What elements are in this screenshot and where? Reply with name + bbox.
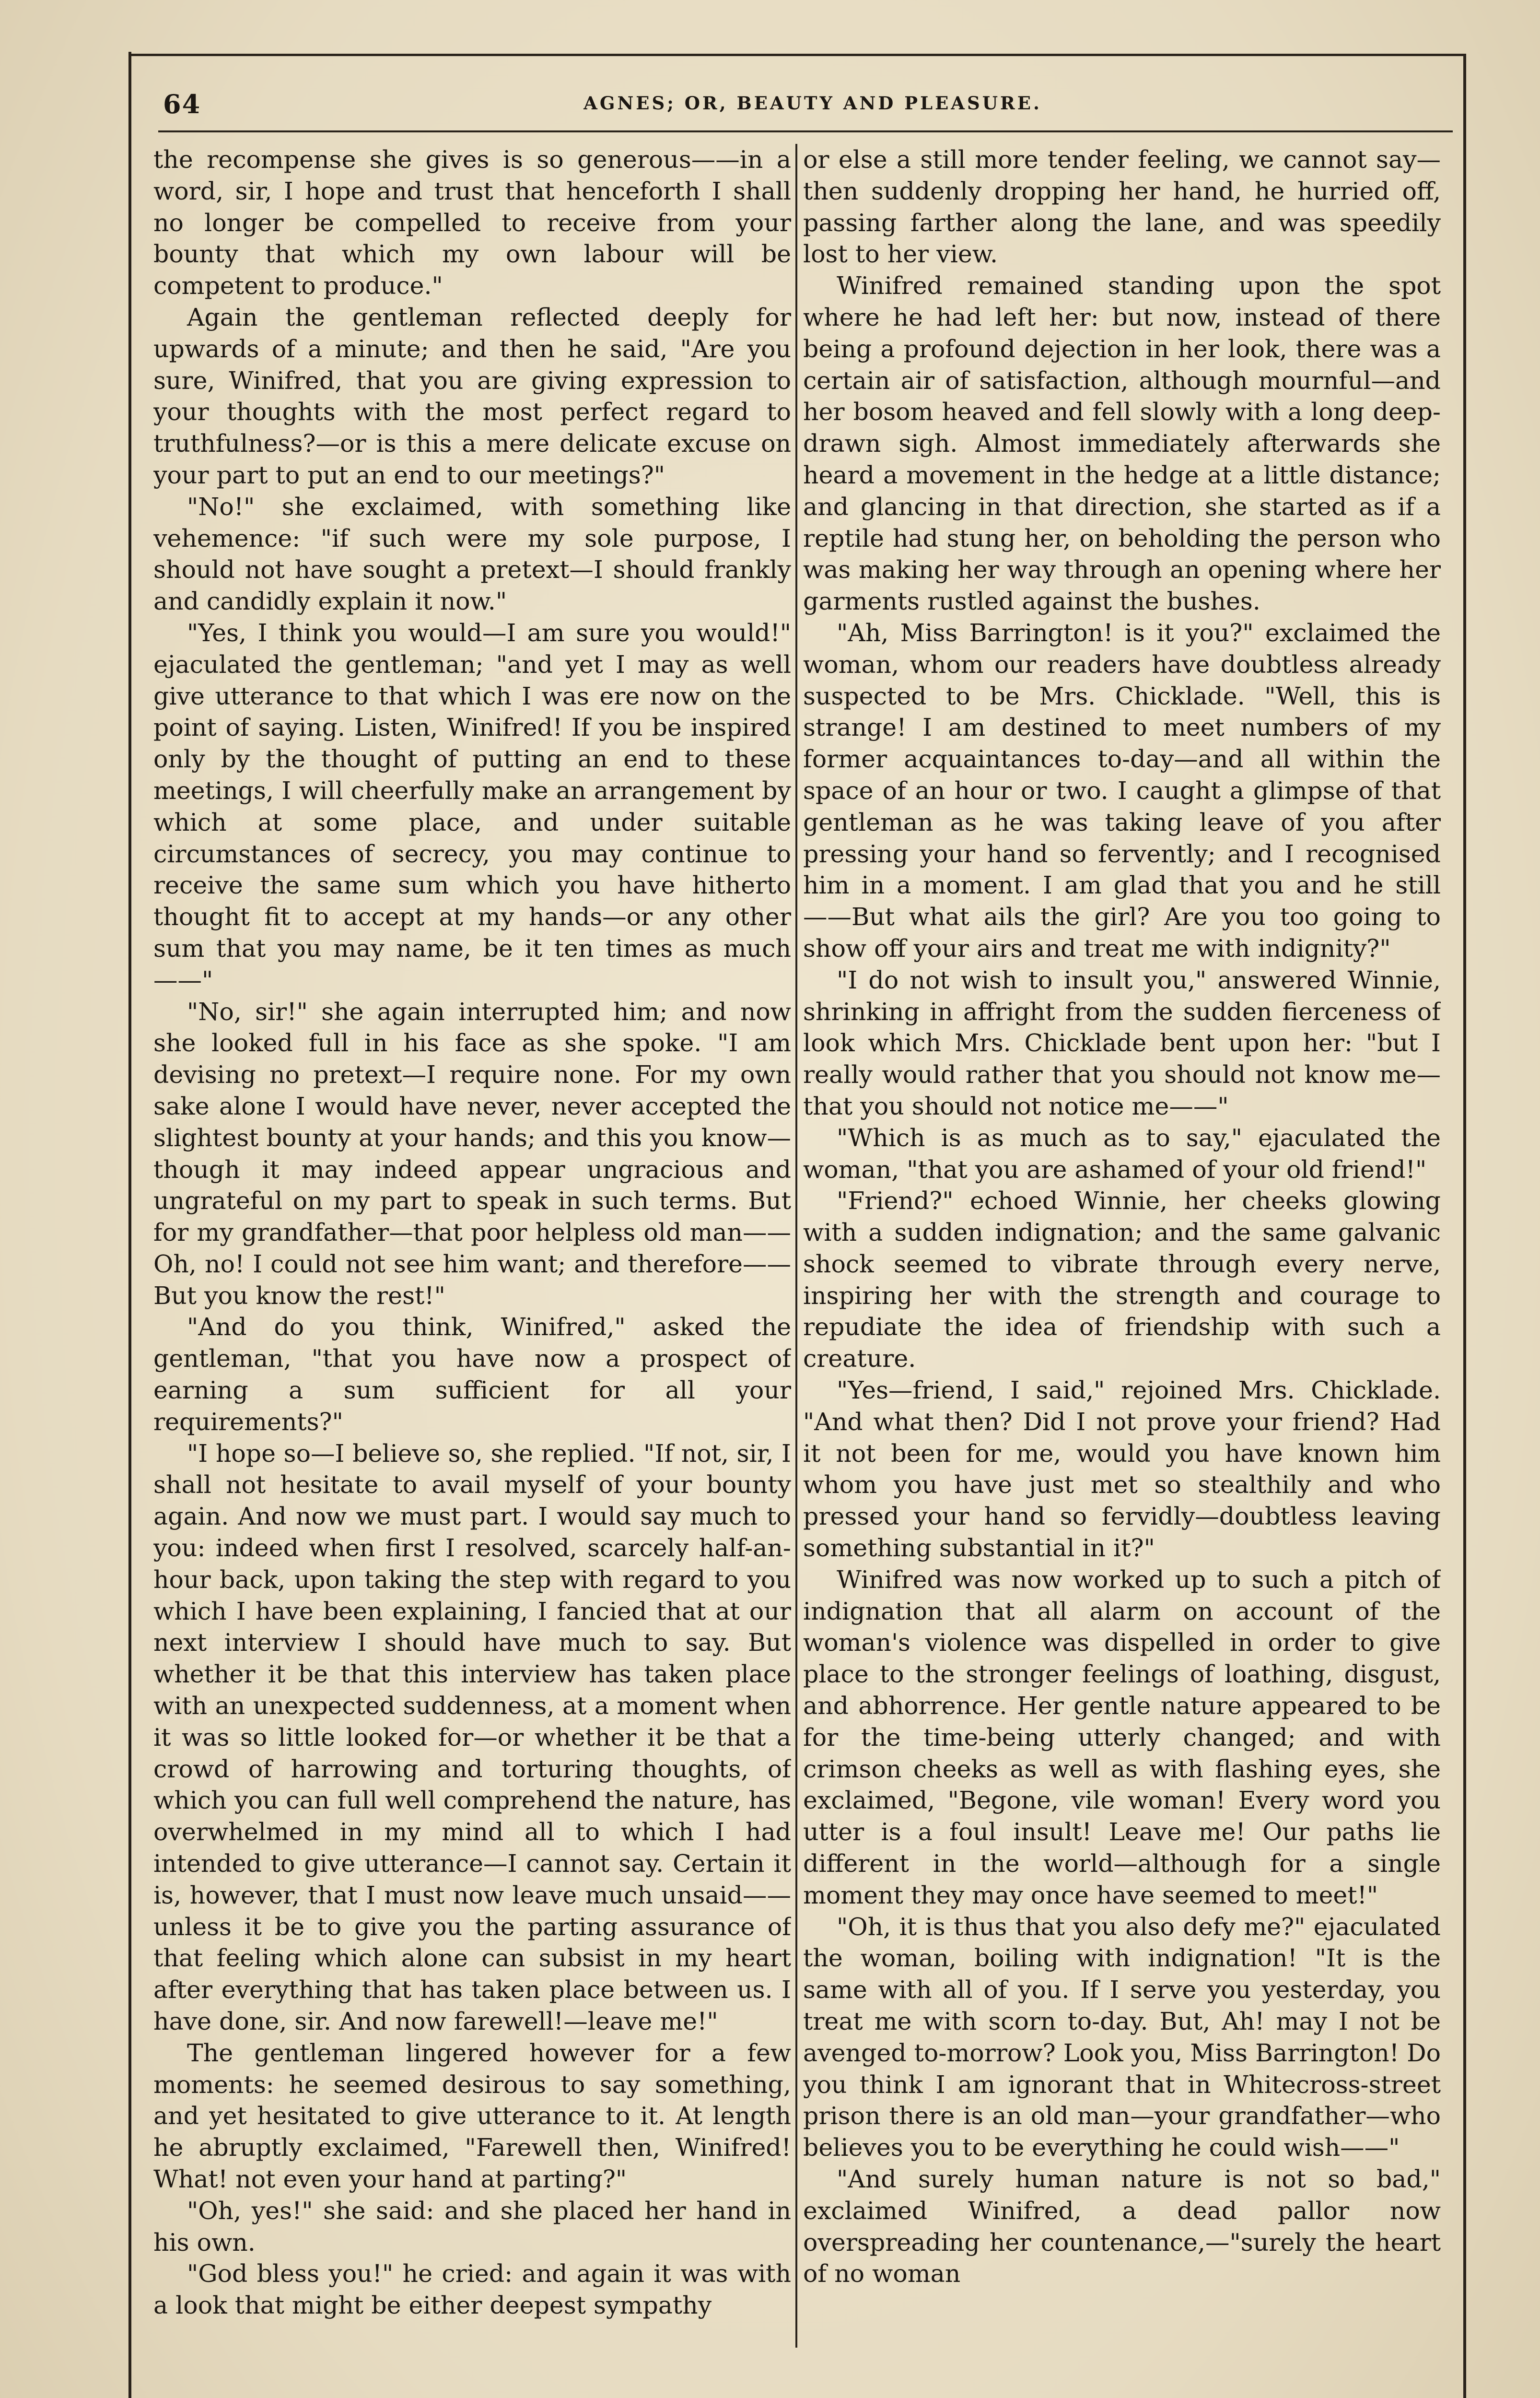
paragraph: The gentleman lingered however for a few moments: he seemed desirous to say something, and yet hesitated to give utterance to it. At length he abruptly exclaimed, "Farewell then, Winifred! What! not even your hand at parting?" [153,2038,791,2193]
paragraph: or else a still more tender feeling, we cannot say—then suddenly dropping her hand, he hurried off, passing farther along the lane, and was speedily lost to her view. [803,145,1441,269]
running-title: AGNES; OR, BEAUTY AND PLEASURE. [583,93,1042,114]
frame-top-rule [129,54,1465,56]
paragraph: "No!" she exclaimed, with something like vehemence: "if such were my sole purpose, I should not have sought a pretext—I should frankly and candidly explain it now." [153,492,791,616]
paragraph: "And surely human nature is not so bad," exclaimed Winifred, a dead pallor now overspreading her countenance,—"surely the heart of no woman [803,2165,1441,2288]
paragraph: "I do not wish to insult you," answered Winnie, shrinking in affright from the sudden fierceness of look which Mrs. Chicklade bent upon her: "but I really would rather that you should not know me—that you should not notice me——" [803,965,1441,1120]
paragraph: "Oh, yes!" she said: and she placed her hand in his own. [153,2196,791,2257]
paragraph: "God bless you!" he cried: and again it was with a look that might be either deepest sympathy [153,2259,791,2320]
paragraph: Again the gentleman reflected deeply for upwards of a minute; and then he said, "Are you sure, Winifred, that you are giving expression to your thoughts with the most perfect regard to truthfulness?—or is this a mere delicate excuse on your part to put an end to our meetings?" [153,303,791,489]
page-number: 64 [163,89,201,119]
paragraph: "No, sir!" she again interrupted him; and now she looked full in his face as she spoke. "I am devising no pretext—I require none. For my own sake alone I would have never, never accepted the slightest bounty at your hands; and this you know—though it may indeed appear ungracious and ungrateful on my part to speak in such terms. But for my grandfather—that poor helpless old man——Oh, no! I could not see him want; and therefore——But you know the rest!" [153,997,791,1310]
paragraph: "Oh, it is thus that you also defy me?" ejaculated the woman, boiling with indignation! "It is the same with all of you. If I serve you yesterday, you treat me with scorn to-day. But, Ah! may I not be avenged to-morrow? Look you, Miss Barrington! Do you think I am ignorant that in Whitecross-street prison there is an old man—your grandfather—who believes you to be everything he could wish——" [803,1912,1441,2162]
paragraph: "And do you think, Winifred," asked the gentleman, "that you have now a prospect of earning a sum sufficient for all your requirements?" [153,1313,791,1436]
left-text-column [153,144,791,2336]
paragraph: the recompense she gives is so generous——in a word, sir, I hope and trust that henceforth I shall no longer be compelled to receive from your bounty that which my own labour will be competent to produce." [153,145,791,300]
page-header [158,89,1467,127]
paragraph: Winifred was now worked up to such a pitch of indignation that all alarm on account of the woman's violence was dispelled in order to give place to the stronger feelings of loathing, disgust, and abhorrence. Her gentle nature appeared to be for the time-being utterly changed; and with crimson cheeks as well as with flashing eyes, she exclaimed, "Begone, vile woman! Every word you utter is a foul insult! Leave me! Our paths lie different in the world—although for a single moment they may once have seemed to meet!" [803,1565,1441,1909]
paragraph: "Ah, Miss Barrington! is it you?" exclaimed the woman, whom our readers have doubtless already suspected to be Mrs. Chicklade. "Well, this is strange! I am destined to meet numbers of my former acquaintances to-day—and all within the space of an hour or two. I caught a glimpse of that gentleman as he was taking leave of you after pressing your hand so fervently; and I recognised him in a moment. I am glad that you and he still——But what ails the girl? Are you too going to show off your airs and treat me with indignity?" [803,618,1441,963]
frame-right-rule [1463,54,1466,2398]
paragraph: "Yes—friend, I said," rejoined Mrs. Chicklade. "And what then? Did I not prove your friend? Had it not been for me, would you have known him whom you have just met so stealthily and who pressed your hand so fervidly—doubtless leaving something substantial in it?" [803,1376,1441,1563]
paragraph: "Which is as much as to say," ejaculated the woman, "that you are ashamed of your old friend!" [803,1123,1441,1184]
frame-left-rule [128,52,131,2398]
column-divider [795,144,797,2348]
paragraph: "Friend?" echoed Winnie, her cheeks glowing with a sudden indignation; and the same galvanic shock seemed to vibrate through every nerve, inspiring her with the strength and courage to repudiate the idea of friendship with such a creature. [803,1187,1441,1373]
paragraph: Winifred remained standing upon the spot where he had left her: but now, instead of there being a profound dejection in her look, there was a certain air of satisfaction, although mournful—and her bosom heaved and fell slowly with a long deep-drawn sigh. Almost immediately afterwards she heard a movement in the hedge at a little distance; and glancing in that direction, she started as if a reptile had stung her, on beholding the person who was making her way through an opening where her garments rustled against the bushes. [803,271,1441,616]
header-underline [158,130,1453,132]
paragraph: "Yes, I think you would—I am sure you would!" ejaculated the gentleman; "and yet I may as well give utterance to that which I was ere now on the point of saying. Listen, Winifred! If you be inspired only by the thought of putting an end to these meetings, I will cheerfully make an arrangement by which at some place, and under suitable circumstances of secrecy, you may continue to receive the same sum which you have hitherto thought fit to accept at my hands—or any other sum that you may name, be it ten times as much——" [153,618,791,994]
right-text-column [803,144,1441,2336]
paragraph: "I hope so—I believe so, she replied. "If not, sir, I shall not hesitate to avail myself of your bounty again. And now we must part. I would say much to you: indeed when first I resolved, scarcely half-an-hour back, upon taking the step with regard to you which I have been explaining, I fancied that at our next interview I should have much to say. But whether it be that this interview has taken place with an unexpected suddenness, at a moment when it was so little looked for—or whether it be that a crowd of harrowing and torturing thoughts, of which you can full well comprehend the nature, has overwhelmed in my mind all to which I had intended to give utterance—I cannot say. Certain it is, however, that I must now leave much unsaid——unless it be to give you the parting assurance of that feeling which alone can subsist in my heart after everything that has taken place between us. I have done, sir. And now farewell!—leave me!" [153,1439,791,2036]
